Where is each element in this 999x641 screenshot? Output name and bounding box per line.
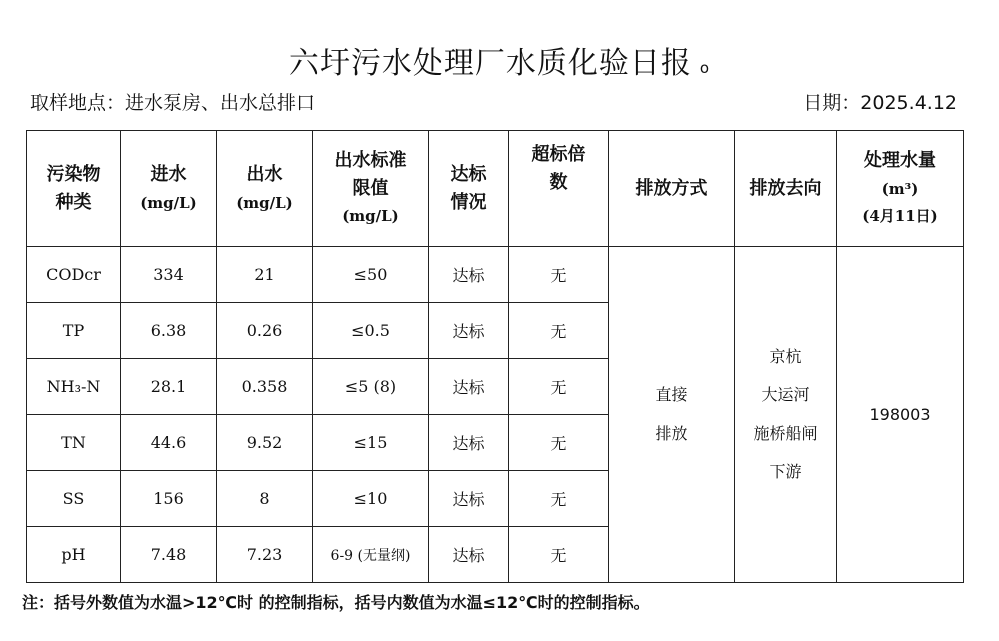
cell-pollutant: TP — [27, 303, 121, 359]
water-quality-table — [26, 130, 964, 583]
cell-effluent: 21 — [217, 247, 313, 303]
cell-effluent: 8 — [217, 471, 313, 527]
cell-influent: 156 — [121, 471, 217, 527]
footnote: 注：括号外数值为水温>12℃时 的控制指标，括号内数值为水温≤12℃时的控制指标。 — [22, 593, 650, 612]
cell-effluent: 0.358 — [217, 359, 313, 415]
cell-pollutant: NH₃-N — [27, 359, 121, 415]
cell-effluent: 0.26 — [217, 303, 313, 359]
cell-limit: ≤5 (8) — [313, 359, 429, 415]
cell-influent: 334 — [121, 247, 217, 303]
cell-compliance: 达标 — [429, 359, 509, 415]
cell-exceed: 无 — [509, 471, 609, 527]
sample-location: 取样地点：进水泵房、出水总排口 — [30, 92, 316, 114]
cell-limit: ≤0.5 — [313, 303, 429, 359]
cell-pollutant: pH — [27, 527, 121, 583]
table-header-row — [27, 131, 964, 247]
cell-limit: ≤15 — [313, 415, 429, 471]
header-exceed: 超标倍 数 — [509, 131, 609, 247]
cell-influent: 6.38 — [121, 303, 217, 359]
cell-compliance: 达标 — [429, 471, 509, 527]
cell-exceed: 无 — [509, 359, 609, 415]
cell-compliance: 达标 — [429, 247, 509, 303]
header-compliance: 达标 情况 — [429, 131, 509, 247]
cell-limit: ≤10 — [313, 471, 429, 527]
table-row — [27, 247, 964, 303]
cell-exceed: 无 — [509, 247, 609, 303]
report-title: 六圩污水处理厂水质化验日报 o — [288, 46, 711, 81]
cell-pollutant: SS — [27, 471, 121, 527]
cell-pollutant: CODcr — [27, 247, 121, 303]
cell-exceed: 无 — [509, 527, 609, 583]
cell-limit: ≤50 — [313, 247, 429, 303]
cell-influent: 28.1 — [121, 359, 217, 415]
header-discharge-direction: 排放去向 — [735, 131, 837, 247]
header-effluent: 出水 (mg/L) — [217, 131, 313, 247]
header-discharge-method: 排放方式 — [609, 131, 735, 247]
cell-exceed: 无 — [509, 415, 609, 471]
cell-effluent: 9.52 — [217, 415, 313, 471]
cell-influent: 44.6 — [121, 415, 217, 471]
cell-compliance: 达标 — [429, 527, 509, 583]
cell-exceed: 无 — [509, 303, 609, 359]
cell-compliance: 达标 — [429, 303, 509, 359]
cell-compliance: 达标 — [429, 415, 509, 471]
cell-pollutant: TN — [27, 415, 121, 471]
header-influent: 进水 (mg/L) — [121, 131, 217, 247]
title-suffix: o — [699, 59, 711, 77]
cell-volume-value: 198003 — [837, 247, 964, 583]
cell-influent: 7.48 — [121, 527, 217, 583]
header-pollutant: 污染物 种类 — [27, 131, 121, 247]
cell-discharge-direction: 京杭 大运河 施桥船闸 下游 — [735, 247, 837, 583]
report-date: 日期：2025.4.12 — [803, 92, 957, 114]
cell-effluent: 7.23 — [217, 527, 313, 583]
header-volume: 处理水量 (m³) (4月11日) — [837, 131, 964, 247]
cell-limit: 6-9 (无量纲) — [313, 527, 429, 583]
header-limit: 出水标准 限值 (mg/L) — [313, 131, 429, 247]
cell-discharge-method: 直接 排放 — [609, 247, 735, 583]
